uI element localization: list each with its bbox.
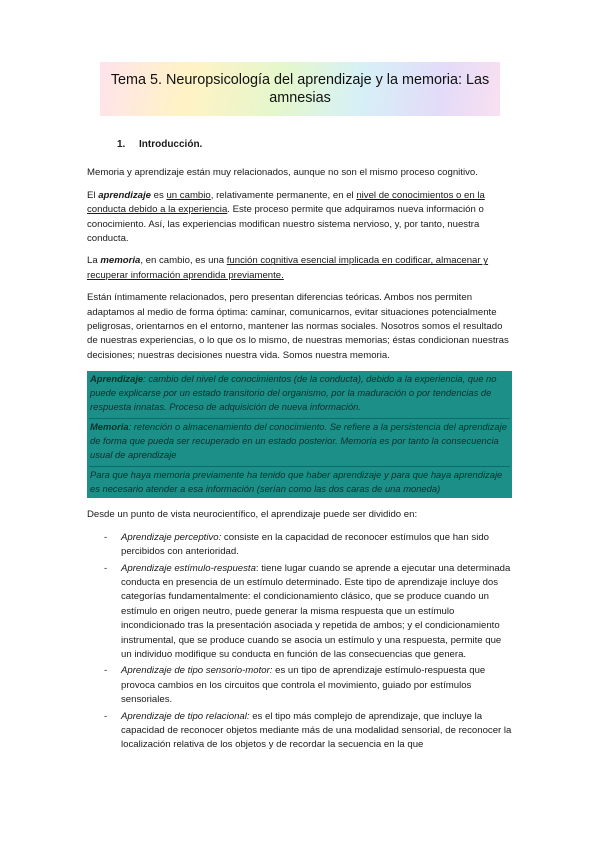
term-memoria: memoria	[100, 255, 141, 267]
underlined-phrase: un cambio	[166, 189, 211, 201]
learning-types-list	[87, 531, 512, 753]
title-banner	[100, 62, 500, 116]
paragraph-aprendizaje: El aprendizaje es un cambio, relativamente permanente, en el nivel de conocimientos o en la conducta debido a la experiencia. Este proceso permite que adquiramos nueva información o conocimiento. Así, las experiencias modifican nuestro sistema nervioso, y, por tanto, nuestra conducta.	[87, 189, 485, 245]
definition-note: Para que haya memoria previamente ha tenido que haber aprendizaje y para que haya aprendizaje es necesario atender a esa información (serían como las dos caras de una moneda)	[90, 469, 503, 495]
list-item: - Aprendizaje de tipo relacional: es el tipo más complejo de aprendizaje, que incluye la capacidad de reconocer objetos mediante más de una modalidad sensorial, de reconocer la localización relativa de los objetos y de recordar la secuencia en la que	[104, 710, 512, 751]
document-body	[87, 138, 512, 755]
list-item: - Aprendizaje de tipo sensorio-motor: es un tipo de aprendizaje estímulo-respuesta que provoca cambios en los circuitos que controla el movimiento, guiado por estímulos sensoriales.	[104, 665, 486, 706]
paragraph-relation: Están íntimamente relacionados, pero presentan diferencias teóricas. Ambos nos permiten adaptamos al medio de forma óptima: caminar, comunicarnos, evitar situaciones potencialmente peligrosas, orientarnos en el entorno, mantener las normas sociales. Nosotros somos el resultado de nuestras experiencias, o lo que os lo mismo, de nuestras memorias; éstas condicionan nuestras decisiones; nuestras decisiones nuestra vida. Somos nuestra memoria.	[87, 292, 509, 361]
underlined-phrase: nivel de conocimientos o en la conducta debido a la experiencia	[87, 189, 485, 216]
definition-memoria: Memoria: retención o almacenamiento del conocimiento. Se refiere a la persistencia del aprendizaje de forma que pueda ser recuperado en un estado posterior. Memoria es por tanto la consecuencia usual de aprendizaje	[89, 419, 510, 467]
paragraph-memoria: La memoria, en cambio, es una función cognitiva esencial implicada en codificar, almacenar y recuperar información aprendida previamente.	[87, 255, 489, 281]
list-item: - Aprendizaje estímulo-respuesta: tiene lugar cuando se aprende a ejecutar una determinada conducta en presencia de un estímulo determinado. Este tipo de aprendizaje incluye dos categorías fundamentalmente: el condicionamiento clásico, que se produce cuando un estímulo en origen neutro, puede generar la misma respuesta que un estímulo incondicionado tras la presentación asociada y repetida de ambos; y el condicionamiento instrumental, que se produce cuando se asocia un estímulo y una respuesta, permite que un individuo modifique su conducta en función de las consecuencias que genera.	[104, 562, 511, 660]
paragraph-intro: Memoria y aprendizaje están muy relacionados, aunque no son el mismo proceso cognitivo.	[87, 167, 478, 179]
page-title: Tema 5. Neuropsicología del aprendizaje y la memoria: Las amnesias	[110, 72, 490, 106]
section-label: Introducción.	[139, 139, 203, 150]
definition-aprendizaje: Aprendizaje: cambio del nivel de conocimientos (de la conducta), debido a la experiencia, que no puede explicarse por un estado transitorio del organismo, por la maduración o por tendencias de respuesta innatas. Proceso de adquisición de nueva información.	[89, 371, 510, 419]
section-heading	[117, 138, 512, 152]
list-item: - Aprendizaje perceptivo: consiste en la capacidad de reconocer estímulos que han sido percibidos con anterioridad.	[104, 531, 489, 558]
term-aprendizaje: aprendizaje	[98, 189, 151, 201]
paragraph-division: Desde un punto de vista neurocientífico, el aprendizaje puede ser dividido en:	[87, 509, 418, 521]
section-number: 1.	[117, 139, 126, 150]
definitions-box	[87, 371, 512, 498]
underlined-phrase: función cognitiva esencial implicada en codificar, almacenar y recuperar información aprendida previamente.	[87, 255, 489, 281]
